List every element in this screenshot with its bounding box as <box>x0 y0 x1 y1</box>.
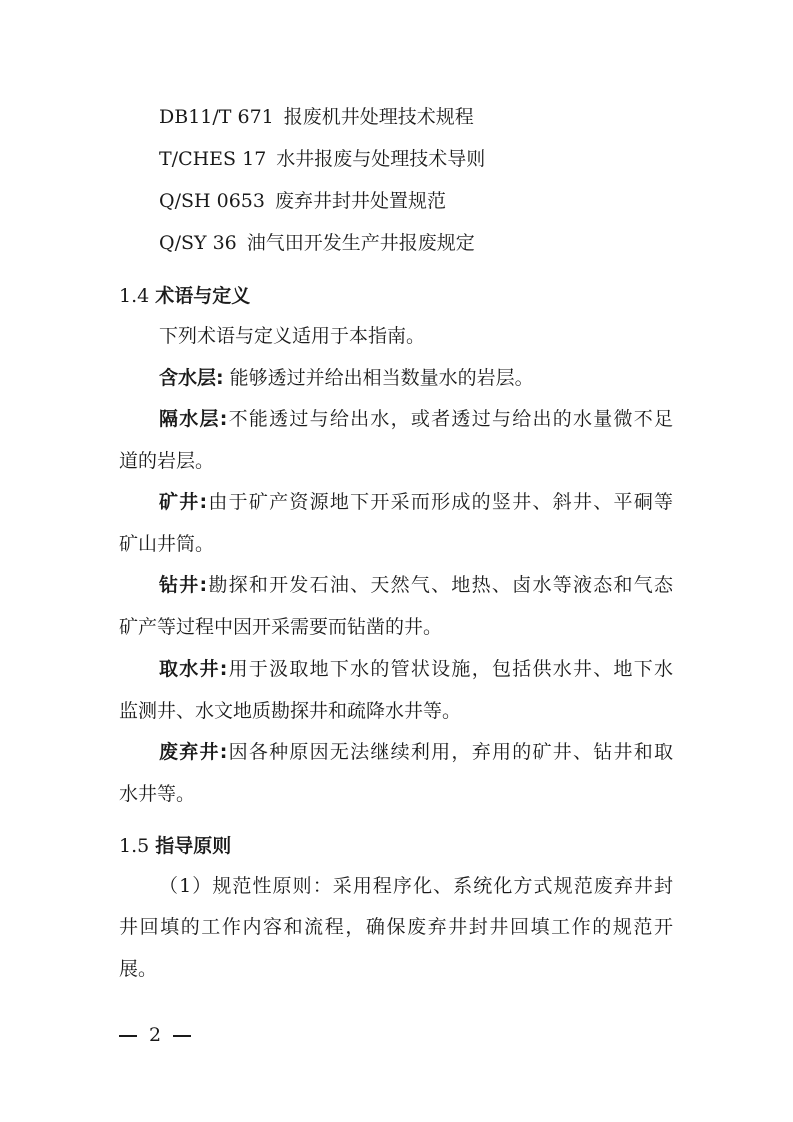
term-definition <box>159 406 673 432</box>
principle-paragraph-line: 井回填的工作内容和流程，确保废弃井封井回填工作的规范开 <box>119 916 673 938</box>
term-definition <box>159 572 673 598</box>
term-text-continued: 监测井、水文地质勘探井和疏降水井等。 <box>119 700 462 722</box>
term-definition <box>159 739 673 765</box>
standard-item <box>159 146 793 172</box>
standard-code: Q/SY 36 <box>159 232 237 254</box>
standard-title: 废弃井封井处置规范 <box>274 190 446 212</box>
standard-item <box>159 230 793 256</box>
page-number: 2 <box>149 1024 162 1046</box>
standard-item <box>159 188 793 214</box>
term-label: 含水层: <box>159 367 224 389</box>
term-text-continued: 矿产等过程中因开采需要而钻凿的井。 <box>119 616 443 638</box>
page-footer <box>119 1022 191 1048</box>
standard-code: Q/SH 0653 <box>159 190 265 212</box>
standard-code: DB11/T 671 <box>159 106 274 128</box>
term-label: 隔水层: <box>159 408 228 430</box>
term-text-continued: 水井等。 <box>119 783 196 805</box>
term-text: 因各种原因无法继续利用，弃用的矿井、钻井和取 <box>227 741 673 763</box>
section-title: 术语与定义 <box>155 285 251 307</box>
footer-dash-right <box>173 1035 191 1037</box>
term-label: 废弃井: <box>159 741 228 763</box>
section-heading-1-4 <box>119 283 250 309</box>
term-label: 矿井: <box>159 491 208 513</box>
footer-dash-left <box>119 1035 137 1037</box>
term-definition <box>159 365 793 391</box>
standard-title: 油气田开发生产井报废规定 <box>246 232 475 254</box>
standard-title: 报废机井处理技术规程 <box>283 106 474 128</box>
term-definition <box>159 656 673 682</box>
section-number: 1.4 <box>119 285 150 307</box>
section-heading-1-5 <box>119 833 231 859</box>
term-definition <box>159 489 673 515</box>
term-label: 钻井: <box>159 574 208 596</box>
section-title: 指导原则 <box>155 835 232 857</box>
term-text-continued: 矿山井筒。 <box>119 533 215 555</box>
standard-item <box>159 104 793 130</box>
standard-code: T/CHES 17 <box>159 148 267 170</box>
standard-title: 水井报废与处理技术导则 <box>276 148 486 170</box>
term-label: 取水井: <box>159 658 228 680</box>
term-text-continued: 道的岩层。 <box>119 450 215 472</box>
section-number: 1.5 <box>119 835 150 857</box>
term-text: 勘探和开发石油、天然气、地热、卤水等液态和气态 <box>207 574 673 596</box>
principle-paragraph-line: 展。 <box>119 958 158 980</box>
term-text: 能够透过并给出相当数量水的岩层。 <box>229 367 534 389</box>
principle-paragraph-line: （1）规范性原则：采用程序化、系统化方式规范废弃井封 <box>159 875 673 897</box>
term-text: 用于汲取地下水的管状设施，包括供水井、地下水 <box>227 658 673 680</box>
term-text: 由于矿产资源地下开采而形成的竖井、斜井、平硐等 <box>207 491 673 513</box>
section-intro: 下列术语与定义适用于本指南。 <box>159 325 426 347</box>
term-text: 不能透过与给出水，或者透过与给出的水量微不足 <box>227 408 673 430</box>
